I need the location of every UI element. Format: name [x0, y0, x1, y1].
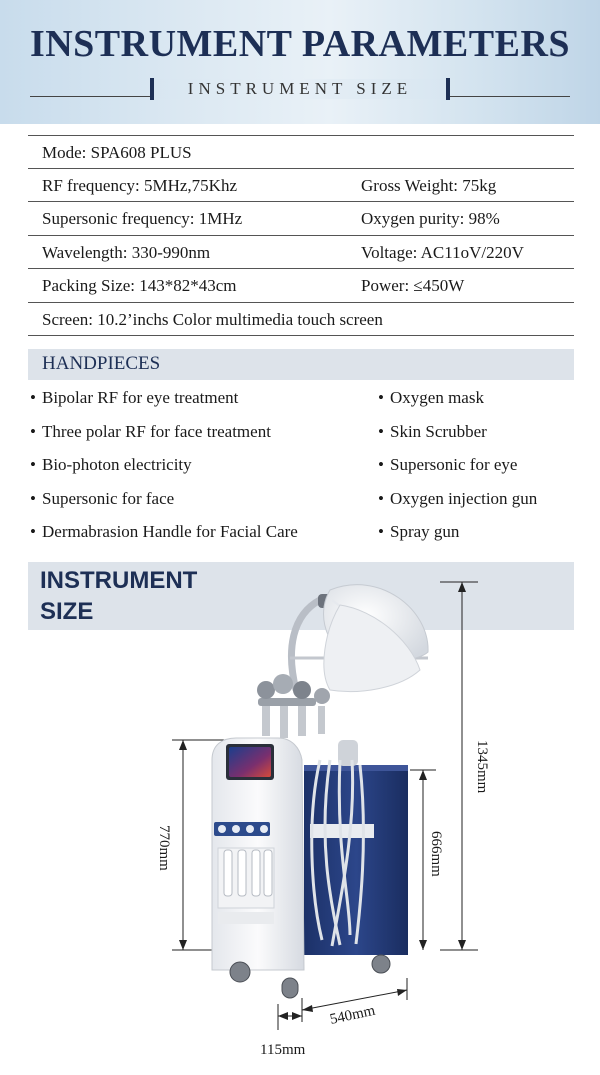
bullet-icon: • [30, 388, 36, 407]
handpiece-head [314, 688, 330, 704]
handpiece-handle [318, 706, 325, 734]
bullet-icon: • [30, 455, 36, 474]
handpieces-title: HANDPIECES [42, 353, 161, 374]
bullet-icon: • [378, 522, 384, 541]
holder-bar [258, 698, 316, 706]
bullet-icon: • [378, 488, 384, 508]
parameter-mode: Mode: SPA608 PLUS [42, 143, 192, 162]
parameter-gross-weight: Gross Weight: 75kg [361, 175, 497, 195]
handpiece-head [293, 681, 311, 699]
drawer [218, 912, 274, 924]
parameter-supersonic-frequency: Supersonic frequency: 1MHz [42, 209, 243, 228]
bottle-icon [264, 850, 272, 896]
bullet-icon: • [378, 388, 384, 407]
parameter-wavelength: Wavelength: 330-990nm [42, 242, 211, 262]
page-subtitle: INSTRUMENT SIZE [154, 79, 446, 99]
dim-label-depth: 540mm [328, 1002, 377, 1028]
bottle-icon [252, 850, 260, 896]
wheel-icon [372, 955, 390, 973]
bottle-icon [224, 850, 232, 896]
parameter-oxygen-purity: Oxygen purity: 98% [361, 209, 500, 228]
control-button-icon [260, 825, 268, 833]
handpiece-label: Spray gun [390, 522, 460, 541]
handpiece-head [257, 681, 275, 699]
bottle-icon [238, 850, 246, 896]
handpiece-handle [262, 706, 270, 736]
bullet-icon: • [30, 488, 36, 508]
parameter-power: Power: ≤450W [361, 276, 465, 295]
handpiece-label: Oxygen injection gun [390, 488, 538, 508]
parameter-voltage: Voltage: AC11oV/220V [361, 242, 524, 262]
handpiece-handle [280, 706, 288, 738]
dome-arm [291, 600, 320, 690]
handpiece-label: Supersonic for face [42, 488, 175, 508]
handpiece-label: Bio-photon electricity [42, 455, 192, 474]
handpiece-label: Oxygen mask [390, 388, 484, 407]
handpiece-handle [298, 706, 306, 736]
instrument-size-title-line2: SIZE [40, 598, 94, 625]
handpiece-label: Three polar RF for face treatment [42, 421, 271, 441]
wheel-icon [282, 978, 298, 998]
parameter-packing-size: Packing Size: 143*82*43cm [42, 276, 237, 295]
handpiece-label: Dermabrasion Handle for Facial Care [42, 522, 298, 541]
dim-label-width-offset: 115mm [260, 1042, 306, 1058]
control-button-icon [218, 825, 226, 833]
control-button-icon [232, 825, 240, 833]
touch-screen [229, 747, 271, 777]
handpiece-label: Skin Scrubber [390, 421, 487, 441]
handpiece-label: Bipolar RF for eye treatment [42, 388, 239, 407]
bullet-icon: • [30, 421, 36, 441]
parameter-screen: Screen: 10.2’inchs Color multimedia touch screen [42, 309, 383, 329]
instrument-size-title-line1: INSTRUMENT [40, 567, 198, 594]
dim-label-body-height: 770mm [156, 825, 172, 871]
handpiece-label: Supersonic for eye [390, 455, 518, 474]
page-title: INSTRUMENT PARAMETERS [29, 23, 571, 65]
dim-label-total-height: 1345mm [474, 740, 490, 794]
dim-label-cabinet-height: 666mm [428, 831, 444, 877]
bullet-icon: • [30, 522, 36, 541]
handpiece-head [273, 674, 293, 694]
bullet-icon: • [378, 455, 384, 474]
parameter-rf-frequency: RF frequency: 5MHz,75Khz [42, 175, 237, 195]
control-button-icon [246, 825, 254, 833]
bullet-icon: • [378, 421, 384, 441]
wheel-icon [230, 962, 250, 982]
